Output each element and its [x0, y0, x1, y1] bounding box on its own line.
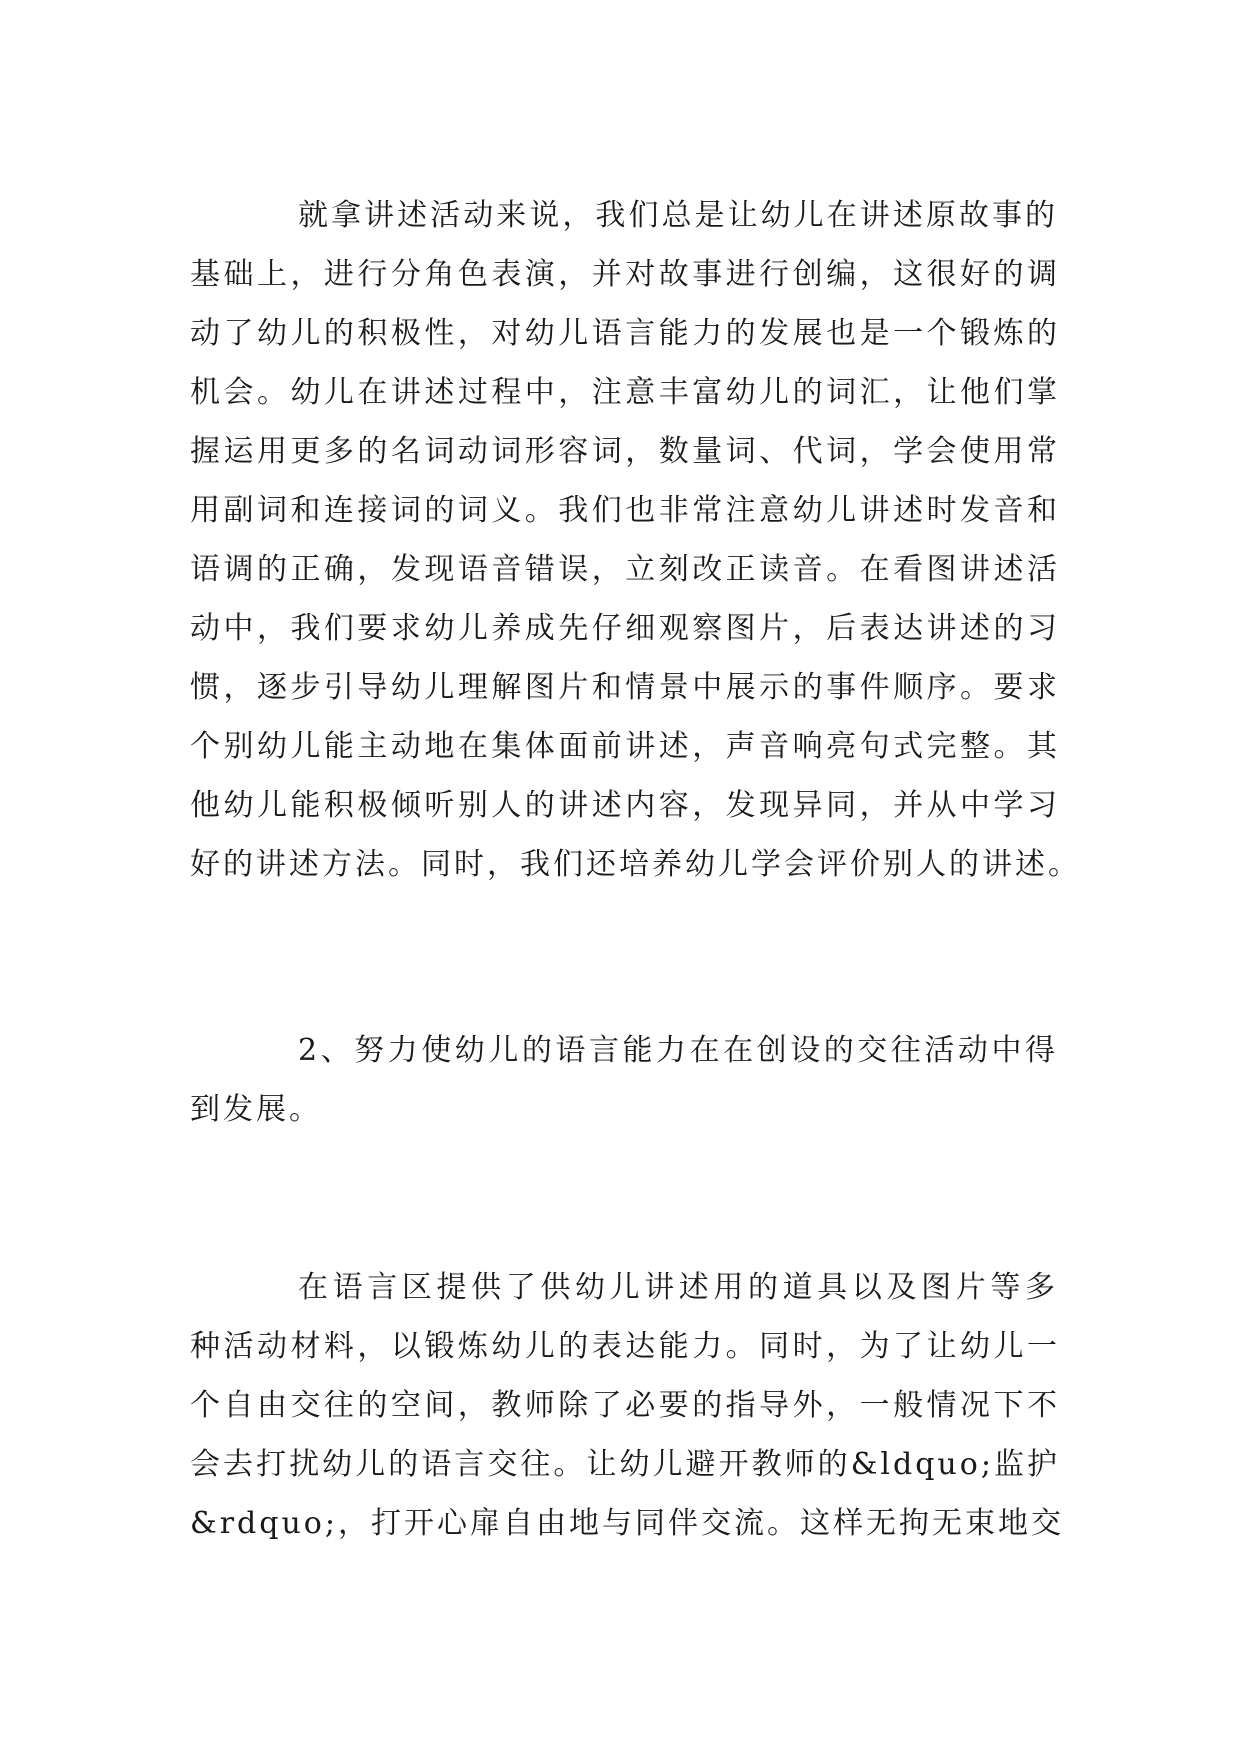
paragraph-1-line-4: 机会。幼儿在讲述过程中，注意丰富幼儿的词汇，让他们掌 — [190, 375, 1060, 410]
paragraph-3-line-5: &rdquo;，打开心扉自由地与同伴交流。这样无拘无束地交 — [190, 1506, 1064, 1541]
paragraph-3-line-1: 在语言区提供了供幼儿讲述用的道具以及图片等多 — [298, 1270, 1058, 1305]
paragraph-1-line-11: 他幼儿能积极倾听别人的讲述内容，发现异同，并从中学习 — [190, 788, 1060, 823]
paragraph-1-line-5: 握运用更多的名词动词形容词，数量词、代词，学会使用常 — [190, 434, 1060, 469]
paragraph-1-line-8: 动中，我们要求幼儿养成先仔细观察图片，后表达讲述的习 — [190, 611, 1060, 646]
paragraph-1-line-6: 用副词和连接词的词义。我们也非常注意幼儿讲述时发音和 — [190, 493, 1060, 528]
paragraph-1-line-3: 动了幼儿的积极性，对幼儿语言能力的发展也是一个锻炼的 — [190, 316, 1060, 351]
paragraph-3-line-3: 个自由交往的空间，教师除了必要的指导外，一般情况下不 — [190, 1388, 1060, 1423]
paragraph-1-line-9: 惯，逐步引导幼儿理解图片和情景中展示的事件顺序。要求 — [190, 670, 1060, 705]
paragraph-1-line-1: 就拿讲述活动来说，我们总是让幼儿在讲述原故事的 — [298, 198, 1058, 233]
paragraph-3-line-2: 种活动材料，以锻炼幼儿的表达能力。同时，为了让幼儿一 — [190, 1329, 1060, 1364]
heading-2-line-1: 2、努力使幼儿的语言能力在在创设的交往活动中得 — [298, 1033, 1058, 1068]
heading-2-line-2: 到发展。 — [190, 1092, 322, 1127]
paragraph-1-line-12: 好的讲述方法。同时，我们还培养幼儿学会评价别人的讲述。 — [190, 847, 1081, 882]
paragraph-1-line-2: 基础上，进行分角色表演，并对故事进行创编，这很好的调 — [190, 257, 1060, 292]
paragraph-3-line-4: 会去打扰幼儿的语言交往。让幼儿避开教师的&ldquo;监护 — [190, 1447, 1060, 1482]
paragraph-1-line-10: 个别幼儿能主动地在集体面前讲述，声音响亮句式完整。其 — [190, 729, 1060, 764]
paragraph-1-line-7: 语调的正确，发现语音错误，立刻改正读音。在看图讲述活 — [190, 552, 1060, 587]
